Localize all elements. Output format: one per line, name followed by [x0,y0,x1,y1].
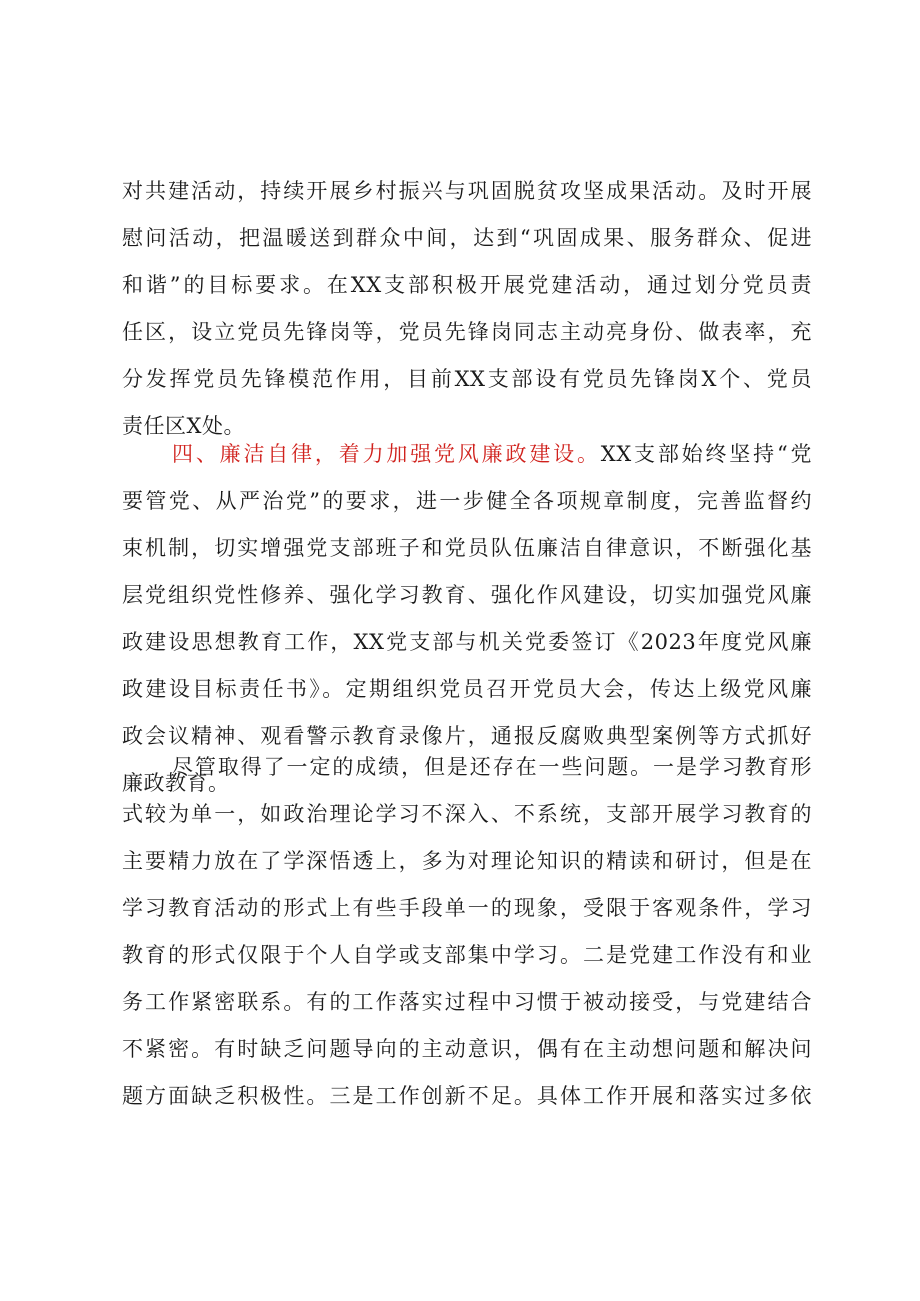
paragraph-existing-problems [122,744,812,1120]
text-line: 对共建活动，持续开展乡村振兴与巩固脱贫攻坚成果活动。及时开展 [122,179,812,203]
text-line: 学习教育活动的形式上有些手段单一的现象，受限于客观条件，学习 [122,896,812,920]
text-line: 层党组织党性修养、强化学习教育、强化作风建设，切实加强党风廉 [122,583,812,607]
text-line: 廉政教育。 [122,771,230,795]
heading-continuation: XX支部始终坚持“党 [600,442,813,466]
text-line: 主要精力放在了学深悟透上，多为对理论知识的精读和研讨，但是在 [122,849,812,873]
text-line: 教育的形式仅限于个人自学或支部集中学习。二是党建工作没有和业 [122,943,812,967]
text-line: 束机制，切实增强党支部班子和党员队伍廉洁自律意识，不断强化基 [122,536,812,560]
text-line: 式较为单一，如政治理论学习不深入、不系统，支部开展学习教育的 [122,802,812,826]
text-line: 要管党、从严治党”的要求，进一步健全各项规章制度，完善监督约 [122,489,812,513]
text-line: 政建设目标责任书》。定期组织党员召开党员大会，传达上级党风廉 [122,677,812,701]
text-line: 和谐”的目标要求。在XX支部积极开展党建活动，通过划分党员责 [122,273,812,297]
text-line: 慰问活动，把温暖送到群众中间，达到“巩固成果、服务群众、促进 [122,226,812,250]
text-line: 责任区X处。 [122,414,245,438]
text-line: 政会议精神、观看警示教育录像片，通报反腐败典型案例等方式抓好 [122,724,812,748]
text-line: 任区，设立党员先锋岗等，党员先锋岗同志主动亮身份、做表率，充 [122,320,812,344]
text-line: 尽管取得了一定的成绩，但是还存在一些问题。一是学习教育形 [172,755,812,779]
text-line [122,431,812,478]
section-heading: 四、廉洁自律，着力加强党风廉政建设。 [172,442,601,466]
paragraph-party-building-activities [122,168,812,450]
text-line: 政建设思想教育工作，XX党支部与机关党委签订《2023年度党风廉 [122,630,812,654]
text-line: 不紧密。有时缺乏问题导向的主动意识，偶有在主动想问题和解决问 [122,1037,812,1061]
text-line: 务工作紧密联系。有的工作落实过程中习惯于被动接受，与党建结合 [122,990,812,1014]
text-line: 题方面缺乏积极性。三是工作创新不足。具体工作开展和落实过多依 [122,1084,812,1108]
text-line: 分发挥党员先锋模范作用，目前XX支部设有党员先锋岗X个、党员 [122,367,812,391]
